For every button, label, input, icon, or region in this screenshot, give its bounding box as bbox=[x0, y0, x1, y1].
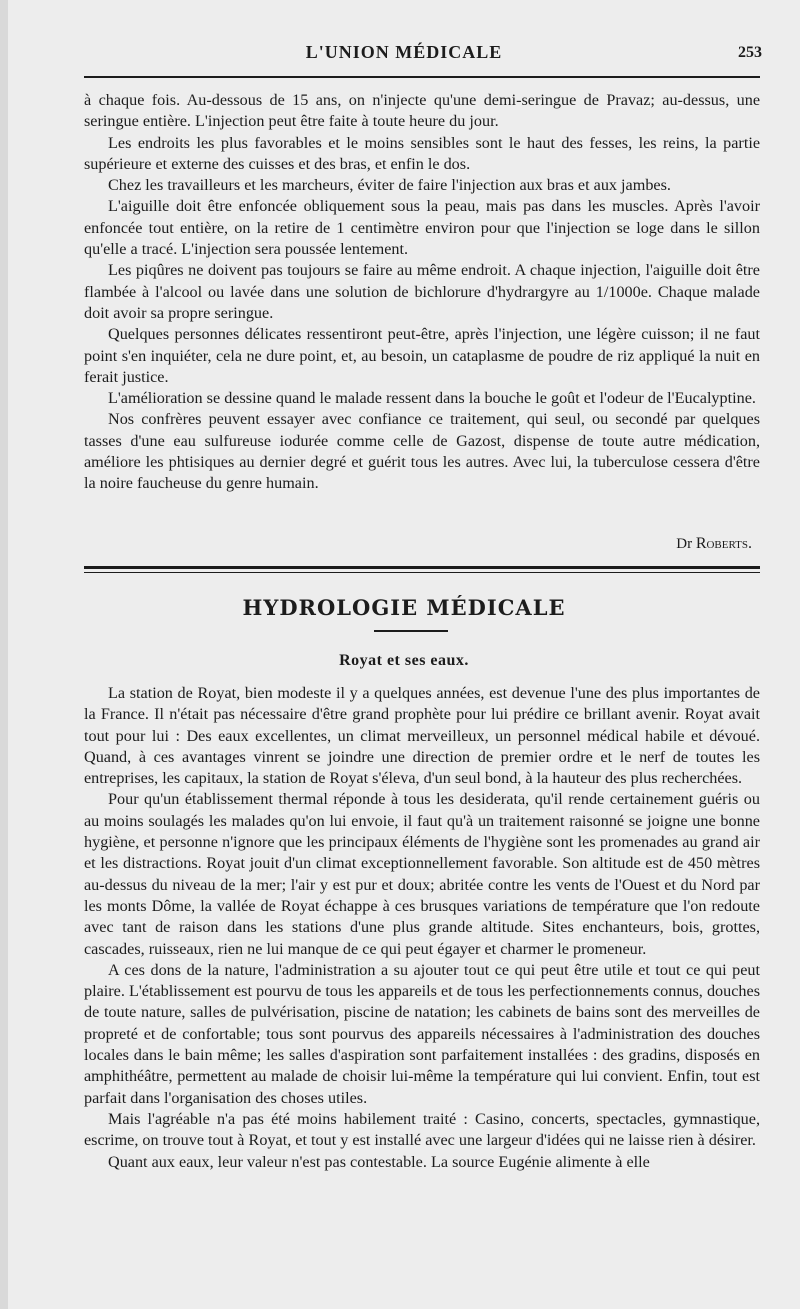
paragraph: Chez les travailleurs et les marcheurs, éviter de faire l'injection aux bras et aux jambes. bbox=[108, 176, 671, 195]
paragraph: La station de Royat, bien modeste il y a quelques années, est devenue l'une des plus importantes de la France. Il n'était pas nécessaire d'être grand prophète pour lui prédire ce brillant avenir. Royat avait tout pour lui : Des eaux excellentes, un climat merveilleux, un personnel médical habile et dévoué. Quand, à ces avantages vinrent se joindre une direction de premier ordre et le nerf de toutes les entreprises, les capitaux, la station de Royat s'éleva, d'un seul bond, à la hauteur des plus recherchées. bbox=[84, 684, 760, 788]
title-underline bbox=[374, 630, 448, 632]
section-title: HYDROLOGIE MÉDICALE bbox=[242, 595, 566, 620]
paragraph: Les piqûres ne doivent pas toujours se faire au même endroit. A chaque injection, l'aiguille doit être flambée à l'alcool ou lavée dans une solution de bichlorure d'hydrargyre au 1/1000e. Chaque malade doit avoir sa propre seringue. bbox=[84, 261, 760, 322]
paragraph: L'aiguille doit être enfoncée obliquement sous la peau, mais pas dans les muscles. Après l'avoir enfoncée tout entière, on la retire de 1 centimètre environ pour que l'injection se loge dans le sillon qu'elle a tracé. L'injection sera poussée lentement. bbox=[84, 197, 760, 259]
article-injection-text bbox=[84, 90, 760, 495]
header-rule bbox=[84, 76, 760, 78]
paragraph: Les endroits les plus favorables et le moins sensibles sont le haut des fesses, les reins, la partie supérieure et externe des cuisses et des bras, et enfin le dos. bbox=[84, 133, 760, 173]
paragraph: Mais l'agréable n'a pas été moins habilement traité : Casino, concerts, spectacles, gymnastique, escrime, on trouve tout à Royat, et tout y est installé avec une largeur d'idées qui ne laisse rien à désirer. bbox=[84, 1109, 760, 1150]
paragraph: Pour qu'un établissement thermal réponde à tous les desiderata, qu'il rende certainement guéris ou au moins soulagés les malades qu'on lui envoie, il faut qu'à un traitement raisonné se joigne une bonne hygiène, et personne n'ignore que les principaux éléments de l'hygiène sont les promenades au grand air et les distractions. Royat jouit d'un climat exceptionnellement favorable. Son altitude est de 450 mètres au-dessus du niveau de la mer; l'air y est pur et doux; abritée contre les vents de l'Ouest et du Nord par les monts Dôme, la vallée de Royat échappe à ces brusques variations de température que l'on redoute avec tant de raison dans les stations d'une plus grande altitude. Sites enchanteurs, bois, grottes, cascades, ruisseaux, rien ne lui manque de ce qui peut égayer et charmer le promeneur. bbox=[84, 790, 760, 958]
paragraph: Quant aux eaux, leur valeur n'est pas contestable. La source Eugénie alimente à elle bbox=[108, 1152, 650, 1171]
running-title: L'UNION MÉDICALE bbox=[305, 42, 503, 62]
page-header bbox=[8, 42, 800, 68]
page-number: 253 bbox=[738, 44, 762, 61]
journal-page bbox=[8, 0, 800, 1309]
article-subtitle: Royat et ses eaux. bbox=[339, 652, 469, 669]
signature-name: Roberts. bbox=[695, 535, 752, 552]
author-signature bbox=[676, 535, 752, 553]
signature-prefix: Dr bbox=[676, 536, 693, 552]
paragraph: Quelques personnes délicates ressentiront peut-être, après l'injection, une légère cuisson; il ne faut point s'en inquiéter, cela ne dure point, et, au besoin, un cataplasme de poudre de riz appliqué la nuit en ferait justice. bbox=[84, 325, 760, 386]
article-royat-text bbox=[84, 683, 760, 1173]
section-rule-thin bbox=[84, 572, 760, 573]
section-rule-thick bbox=[84, 566, 760, 569]
paragraph: Nos confrères peuvent essayer avec confiance ce traitement, qui seul, ou secondé par quelques tasses d'une eau sulfureuse iodurée comme celle de Gazost, dispense de toute autre médication, améliore les phtisiques au dernier degré et guérit tous les autres. Avec lui, la tuberculose cessera d'être la noire faucheuse du genre humain. bbox=[84, 410, 760, 493]
paragraph: L'amélioration se dessine quand le malade ressent dans la bouche le goût et l'odeur de l'Eucalyptine. bbox=[108, 389, 756, 408]
paragraph: A ces dons de la nature, l'administration a su ajouter tout ce qui peut être utile et tout ce qui peut plaire. L'établissement est pourvu de tous les appareils et de tous les perfectionnements connus, douches de toute nature, salles de pulvérisation, piscine de natation; les cabinets de bains sont des merveilles de propreté et de confortable; tous sont pourvus des appareils nécessaires à l'administration des douches locales dans le bain même; les salles d'aspiration sont parfaitement installées : des gradins, disposés en amphithéâtre, permettent au malade de choisir lui-même la température qui lui convient. Enfin, tout est parfait dans l'organisation des choses utiles. bbox=[84, 960, 760, 1107]
paragraph: à chaque fois. Au-dessous de 15 ans, on n'injecte qu'une demi-seringue de Pravaz; au-dessus, une seringue entière. L'injection peut être faite à toute heure du jour. bbox=[84, 91, 760, 131]
